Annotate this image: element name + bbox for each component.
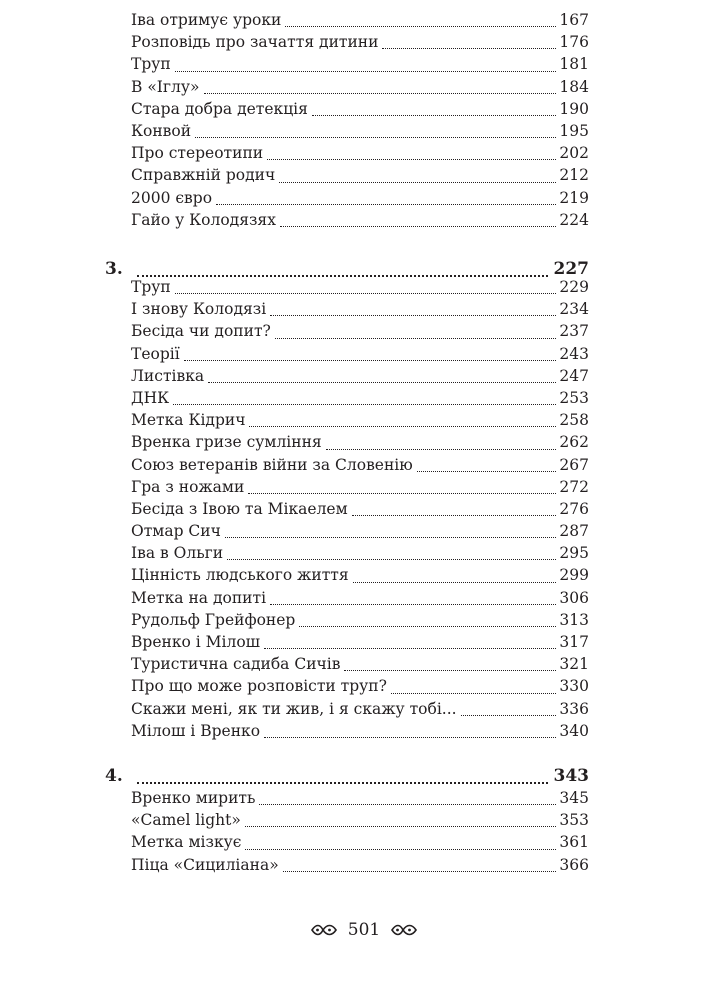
- page-folio: [0, 918, 728, 941]
- toc-entry[interactable]: 2000 євро 219: [131, 188, 589, 207]
- toc-entry[interactable]: Конвой 195: [131, 121, 589, 140]
- part-number: 4.: [105, 766, 123, 786]
- toc-entry[interactable]: Вренка гризе сумління 262: [131, 433, 589, 452]
- toc-entry[interactable]: Мілош і Вренко 340: [131, 721, 589, 740]
- toc-entry[interactable]: Метка мізкує 361: [131, 833, 589, 852]
- toc-block-2: [131, 276, 589, 742]
- toc-block-3: [131, 787, 589, 876]
- toc-entry[interactable]: Рудольф Грейфонер 313: [131, 610, 589, 629]
- toc-entry[interactable]: Гайо у Колодязях 224: [131, 210, 589, 229]
- toc-entry[interactable]: Туристична садиба Сичів 321: [131, 655, 589, 674]
- toc-entry[interactable]: Іва отримує уроки 167: [131, 11, 589, 29]
- toc-entry[interactable]: Теорії 243: [131, 344, 589, 363]
- part-number: 3.: [105, 259, 123, 279]
- toc-entry[interactable]: Труп 229: [131, 278, 589, 296]
- ornament-right-icon: [390, 923, 418, 937]
- toc-entry[interactable]: «Camel light» 353: [131, 811, 589, 830]
- ornament-left-icon: [310, 923, 338, 937]
- part-heading-4[interactable]: [105, 763, 589, 789]
- part-page: 227: [553, 259, 589, 279]
- toc-entry[interactable]: Бесіда чи допит? 237: [131, 322, 589, 341]
- toc-entry[interactable]: Іва в Ольги 295: [131, 544, 589, 563]
- toc-entry[interactable]: Про стереотипи 202: [131, 144, 589, 163]
- toc-entry[interactable]: Стара добра детекція 190: [131, 99, 589, 118]
- toc-entry[interactable]: Про що може розповісти труп? 330: [131, 677, 589, 696]
- toc-entry[interactable]: Бесіда з Івою та Мікаелем 276: [131, 499, 589, 518]
- toc-entry[interactable]: Труп 181: [131, 55, 589, 74]
- toc-entry[interactable]: Метка Кідрич 258: [131, 411, 589, 430]
- toc-entry[interactable]: Союз ветеранів війни за Словенію 267: [131, 455, 589, 474]
- toc-entry[interactable]: В «Іглу» 184: [131, 77, 589, 96]
- toc-entry[interactable]: Скажи мені, як ти жив, і я скажу тобі... 336: [131, 699, 589, 718]
- toc-entry[interactable]: Отмар Сич 287: [131, 522, 589, 541]
- page-number: 501: [347, 919, 381, 940]
- toc-entry[interactable]: Вренко мирить 345: [131, 789, 589, 807]
- toc-entry[interactable]: Справжній родич 212: [131, 166, 589, 185]
- toc-entry[interactable]: Розповідь про зачаття дитини 176: [131, 33, 589, 52]
- toc-entry[interactable]: Метка на допиті 306: [131, 588, 589, 607]
- toc-block-1: [131, 9, 589, 231]
- toc-entry[interactable]: Цінність людського життя 299: [131, 566, 589, 585]
- toc-entry[interactable]: Листівка 247: [131, 366, 589, 385]
- toc-entry[interactable]: І знову Колодязі 234: [131, 300, 589, 319]
- toc-entry[interactable]: Піца «Сициліана» 366: [131, 855, 589, 874]
- toc-entry[interactable]: Гра з ножами 272: [131, 477, 589, 496]
- toc-entry[interactable]: Вренко і Мілош 317: [131, 633, 589, 651]
- toc-entry[interactable]: ДНК 253: [131, 388, 589, 407]
- part-page: 343: [553, 766, 589, 786]
